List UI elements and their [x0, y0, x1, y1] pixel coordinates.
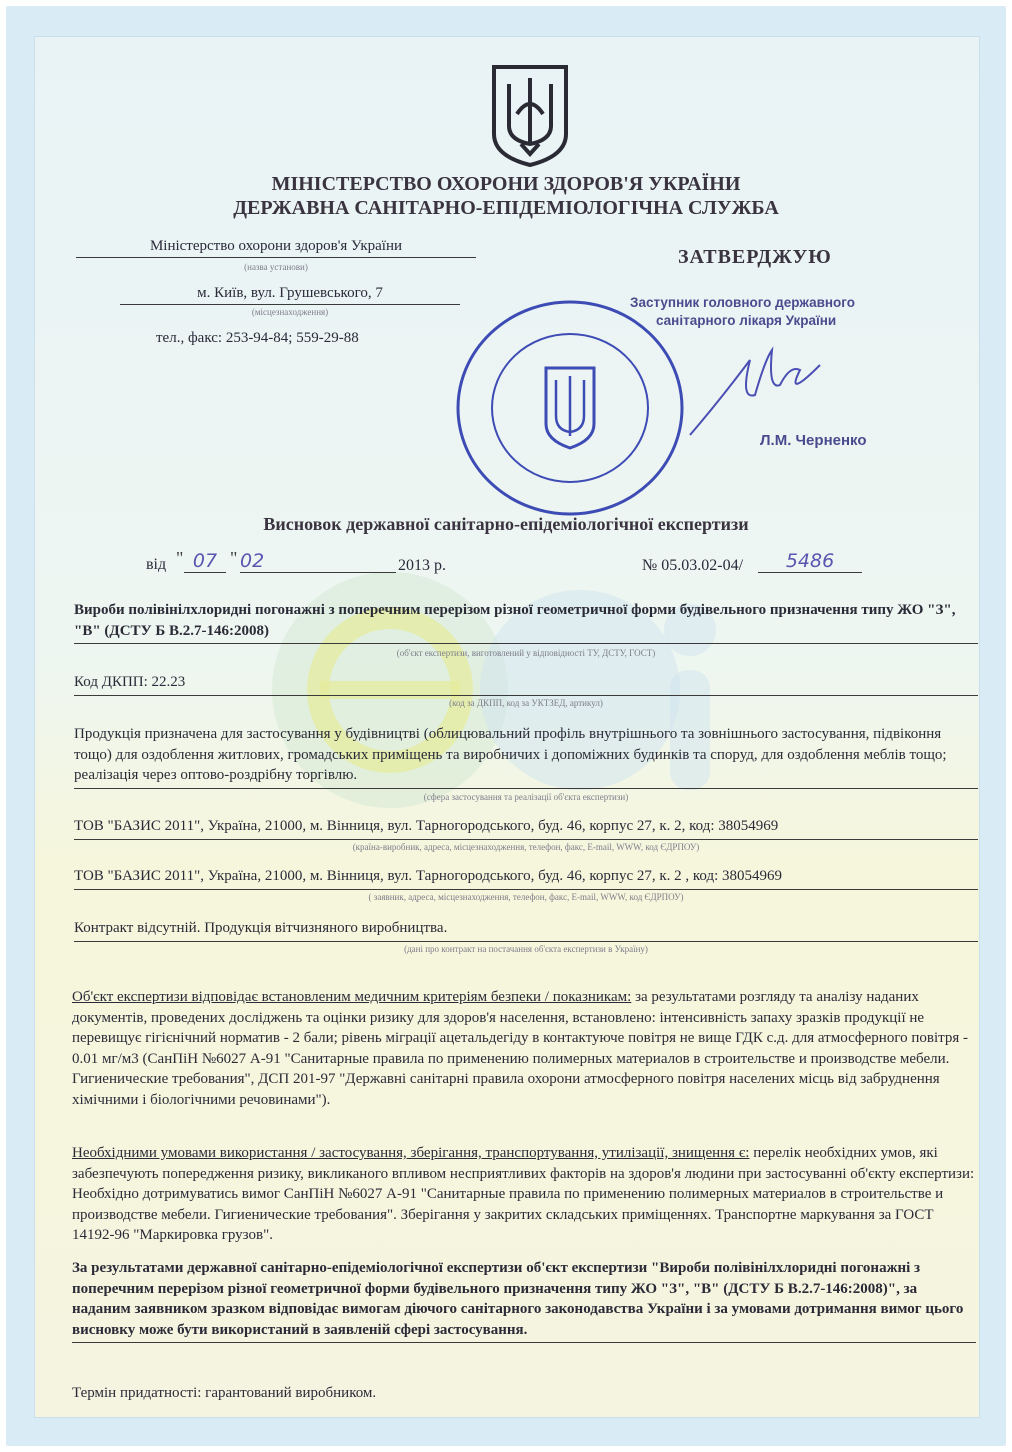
expertise-object-caption: (об'єкт експертизи, виготовлений у відповідності ТУ, ДСТУ, ГОСТ)	[396, 648, 656, 658]
applicant-caption: ( заявник, адреса, місцезнаходження, телефон, факс, E-mail, WWW, код ЄДРПОУ)	[368, 892, 684, 902]
ministry-line-2: ДЕРЖАВНА САНІТАРНО-ЕПІДЕМІОЛОГІЧНА СЛУЖБА	[233, 197, 779, 219]
validity-term: Термін придатності: гарантований виробником.	[72, 1385, 377, 1401]
compliance-paragraph	[72, 987, 976, 1110]
ministry-line-1: МІНІСТЕРСТВО ОХОРОНИ ЗДОРОВ'Я УКРАЇНИ	[271, 173, 741, 195]
compliance-lead: Об'єкт експертизи відповідає встановленим медичним критеріям безпеки / показникам:	[72, 989, 632, 1005]
institution-phone: тел., факс: 253-94-84; 559-29-88	[156, 330, 359, 346]
product-code-caption: (код за ДКПП, код за УКТЗЕД, артикул)	[449, 698, 603, 708]
ministry-heading	[0, 172, 1012, 220]
date-day: 07	[184, 550, 226, 573]
conditions-paragraph	[72, 1143, 976, 1246]
scope-of-use: Продукція призначена для застосування у будівництві (облицювальний профіль внутрішнього та зовнішнього застосування, підвіконня тощо) для оздоблення житлових, громадських приміщень та виробничих і допоміжних будинків та споруд, для оздоблення меблів тощо; реалізація через оптово-роздрібну торгівлю.	[74, 724, 978, 789]
approval-name: Л.М. Черненко	[760, 432, 867, 449]
compliance-text: за результатами розгляду та аналізу наданих документів, проведених досліджень та оцінки ризику для здоров'я населення, встановлено: інтенсивність запаху зразків продукції не перевищує гігієнічний норматив - 2 бали; рівень міграції ацетальдегіду в контактуюче повітря не вище ГДК с.д. для атмосферного повітря - 0.01 мг/м3 (СанПіН №6027 А-91 "Санитарные правила по применению полимерных материалов в строительстве и производстве мебели. Гигиенические требования", ДСП 201-97 "Державні санітарні правила охорони атмосферного повітря населених місць від забруднення хімічними і біологічними речовинами").	[72, 989, 969, 1108]
approval-position-line-2: санітарного лікаря України	[656, 313, 837, 328]
date-prefix: від	[146, 556, 167, 573]
stamp-text-holder	[454, 296, 686, 520]
scope-of-use-caption: (сфера застосування та реалізації об'єкта експертизи)	[423, 792, 629, 802]
document-number-prefix: № 05.03.02-04/	[642, 557, 744, 574]
conditions-lead: Необхідними умовами використання / застосування, зберігання, транспортування, утилізації, знищення є:	[72, 1145, 750, 1161]
institution-address: м. Київ, вул. Грушевського, 7	[120, 285, 460, 305]
conclusion: За результатами державної санітарно-епідеміологічної експертизи об'єкт експертизи "Вироби полівінілхлоридні погонажні з поперечним перерізом різної геометричної форми будівельного призначення типу ЖО "З", "В" (ДСТУ Б В.2.7-146:2008)", за наданим заявником зразком відповідає вимогам діючого санітарного законодавства України і за умовами дотримання вимог цього висновку може бути використаний в заявленій сфері застосування.	[72, 1258, 976, 1343]
applicant: ТОВ "БАЗИС 2011", Україна, 21000, м. Вінниця, вул. Тарногородського, буд. 46, корпус 27, к. 2 , код: 38054969	[74, 866, 978, 890]
coat-of-arms-icon	[491, 64, 569, 168]
product-code: Код ДКПП: 22.23	[74, 672, 978, 696]
document-title: Висновок державної санітарно-епідеміологічної експертизи	[263, 514, 749, 534]
document-number: 5486	[758, 550, 862, 573]
contract-info-caption: (дані про контракт на постачання об'єкта експертизи в Україну)	[404, 944, 648, 954]
approval-position-line-1: Заступник головного державного	[630, 295, 855, 310]
date-year: 2013 р.	[398, 557, 446, 574]
institution-address-caption: (місцезнаходження)	[251, 307, 329, 317]
contract-info: Контракт відсутній. Продукція вітчизняного виробництва.	[74, 918, 978, 942]
conditions-text: перелік необхідних умов, які забезпечують попередження ризику, викликаного впливом несприятливих факторів на здоров'я людини при застосуванні об'єкту експертизи: Необхідно дотримуватись вимог СанПіН №6027 А-91 "Санитарные правила по применению полимерных материалов в строительстве и производстве мебели. Гигиенические требования". Зберігання у закритих складських приміщеннях. Транспортне маркування за ГОСТ 14192-96 "Маркировка грузов".	[72, 1145, 975, 1243]
manufacturer: ТОВ "БАЗИС 2011", Україна, 21000, м. Вінниця, вул. Тарногородського, буд. 46, корпус 27, к. 2, код: 38054969	[74, 816, 978, 840]
date-month: 02	[240, 550, 396, 573]
institution-name: Міністерство охорони здоров'я України	[76, 238, 476, 258]
manufacturer-caption: (країна-виробник, адреса, місцезнаходження, телефон, факс, E-mail, WWW, код ЄДРПОУ)	[352, 842, 700, 852]
approval-title: ЗАТВЕРДЖУЮ	[678, 246, 832, 268]
expertise-object: Вироби полівінілхлоридні погонажні з поперечним перерізом різної геометричної форми будівельного призначення типу ЖО "З", "В" (ДСТУ Б В.2.7-146:2008)	[74, 600, 978, 644]
institution-name-caption: (назва установи)	[244, 262, 308, 272]
